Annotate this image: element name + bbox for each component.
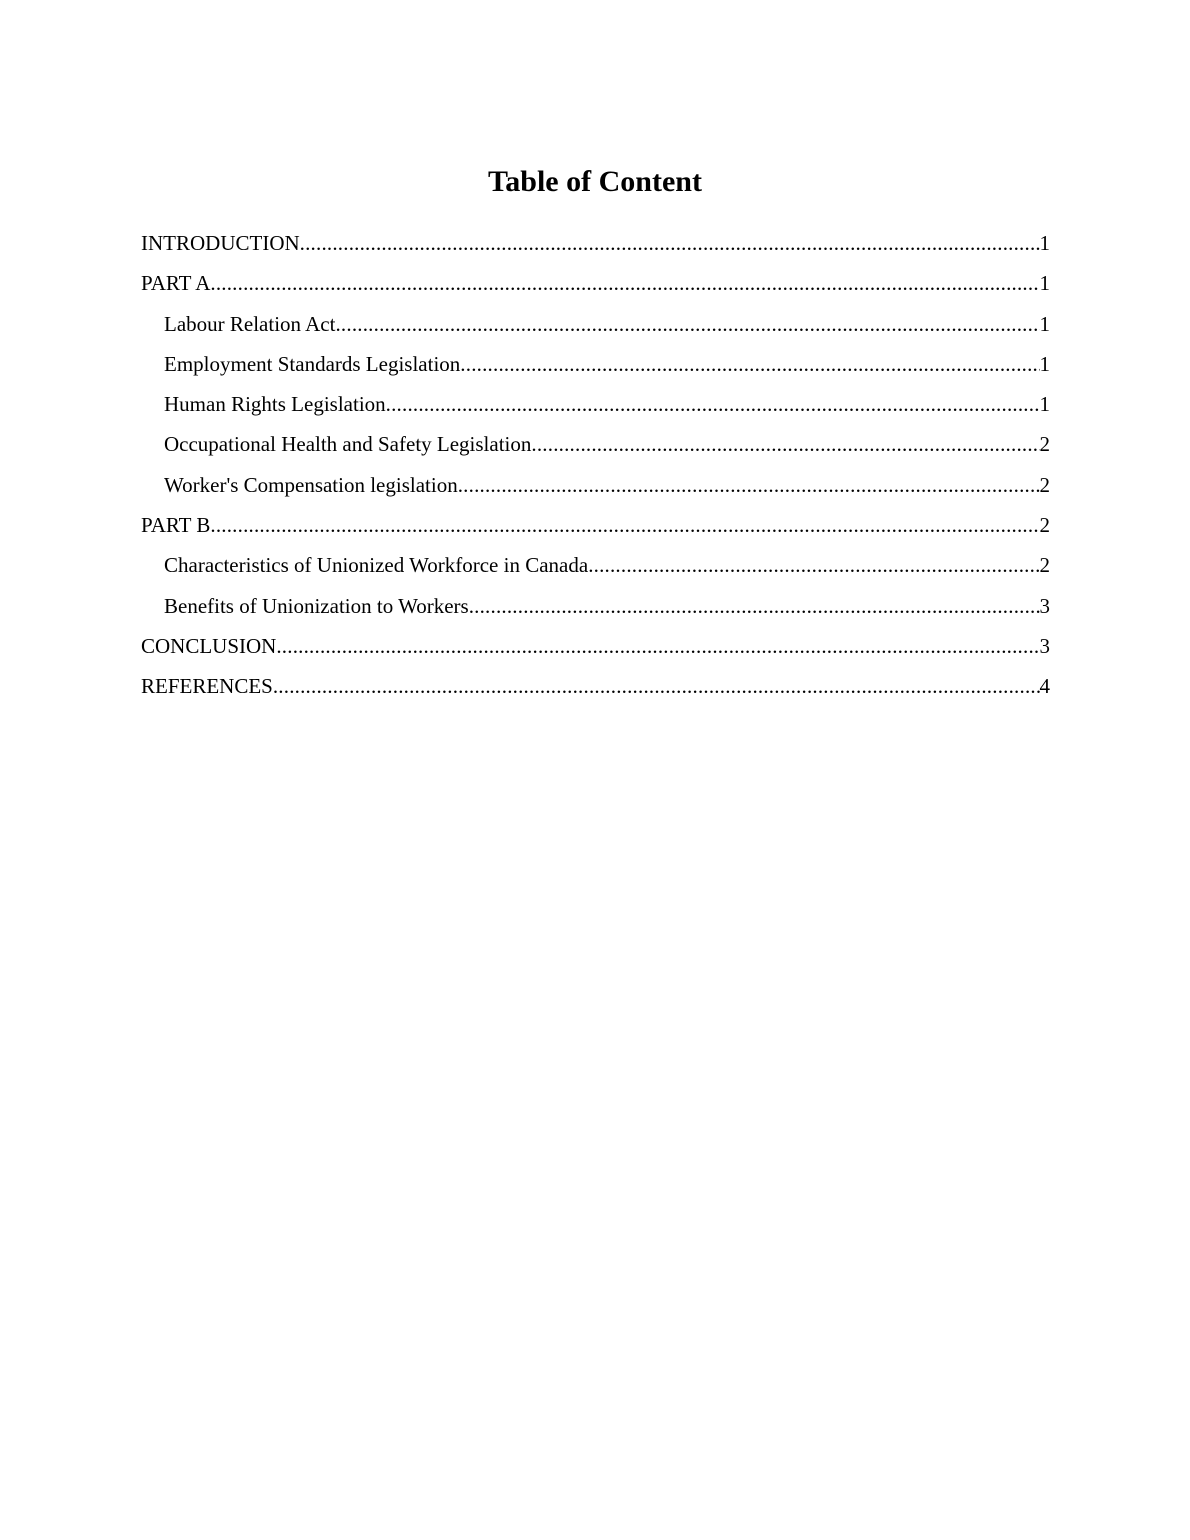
toc-entry-label: Benefits of Unionization to Workers [164, 593, 469, 618]
toc-entry-label: PART B [141, 513, 211, 538]
toc-dot-leader [458, 470, 1040, 500]
toc-dot-leader [531, 429, 1039, 459]
toc-entry-employment-standards[interactable] [141, 349, 1050, 389]
toc-page-number: 2 [1039, 432, 1050, 457]
toc-page-number: 3 [1039, 593, 1050, 618]
toc-dot-leader [210, 510, 1039, 540]
toc-dot-leader [335, 309, 1039, 339]
toc-entry-part-a[interactable] [141, 268, 1050, 308]
toc-entry-label: Employment Standards Legislation [164, 351, 461, 376]
toc-page-number: 1 [1039, 351, 1050, 376]
toc-entry-label: REFERENCES [141, 674, 273, 699]
toc-page-number: 1 [1039, 392, 1050, 417]
toc-entry-label: Human Rights Legislation [164, 392, 386, 417]
toc-entry-label: Characteristics of Unionized Workforce in Canada [164, 553, 589, 578]
toc-dot-leader [386, 389, 1040, 419]
toc-dot-leader [276, 631, 1039, 661]
toc-entry-part-b[interactable] [141, 510, 1050, 550]
toc-entry-label: PART A [141, 271, 211, 296]
toc-page-number: 2 [1039, 472, 1050, 497]
toc-entry-label: Worker's Compensation legislation [164, 472, 458, 497]
toc-entry-references[interactable] [141, 671, 1050, 711]
toc-page-number: 2 [1039, 513, 1050, 538]
toc-page-number: 4 [1039, 674, 1050, 699]
table-of-contents [141, 228, 1050, 712]
toc-entry-human-rights[interactable] [141, 389, 1050, 429]
toc-dot-leader [300, 228, 1040, 258]
toc-page-number: 3 [1039, 633, 1050, 658]
toc-dot-leader [588, 550, 1039, 580]
toc-entry-labour-relation-act[interactable] [141, 309, 1050, 349]
toc-dot-leader [273, 671, 1040, 701]
toc-dot-leader [210, 268, 1039, 298]
toc-entry-label: INTRODUCTION [141, 231, 300, 255]
toc-page-number: 1 [1039, 271, 1050, 296]
toc-dot-leader [460, 349, 1039, 379]
toc-dot-leader [469, 591, 1040, 621]
toc-entry-benefits-unionization[interactable] [141, 591, 1050, 631]
toc-entry-label: Labour Relation Act [164, 311, 336, 336]
toc-title: Table of Content [488, 165, 702, 198]
toc-entry-introduction[interactable] [141, 228, 1050, 268]
toc-entry-conclusion[interactable] [141, 631, 1050, 671]
toc-entry-occupational-health-safety[interactable] [141, 429, 1050, 469]
toc-entry-characteristics-unionized[interactable] [141, 550, 1050, 590]
toc-page-number: 1 [1039, 231, 1050, 255]
toc-entry-label: CONCLUSION [141, 633, 277, 658]
toc-entry-label: Occupational Health and Safety Legislation [164, 432, 532, 457]
toc-entry-workers-compensation[interactable] [141, 470, 1050, 510]
toc-page-number: 1 [1039, 311, 1050, 336]
toc-page-number: 2 [1039, 553, 1050, 578]
